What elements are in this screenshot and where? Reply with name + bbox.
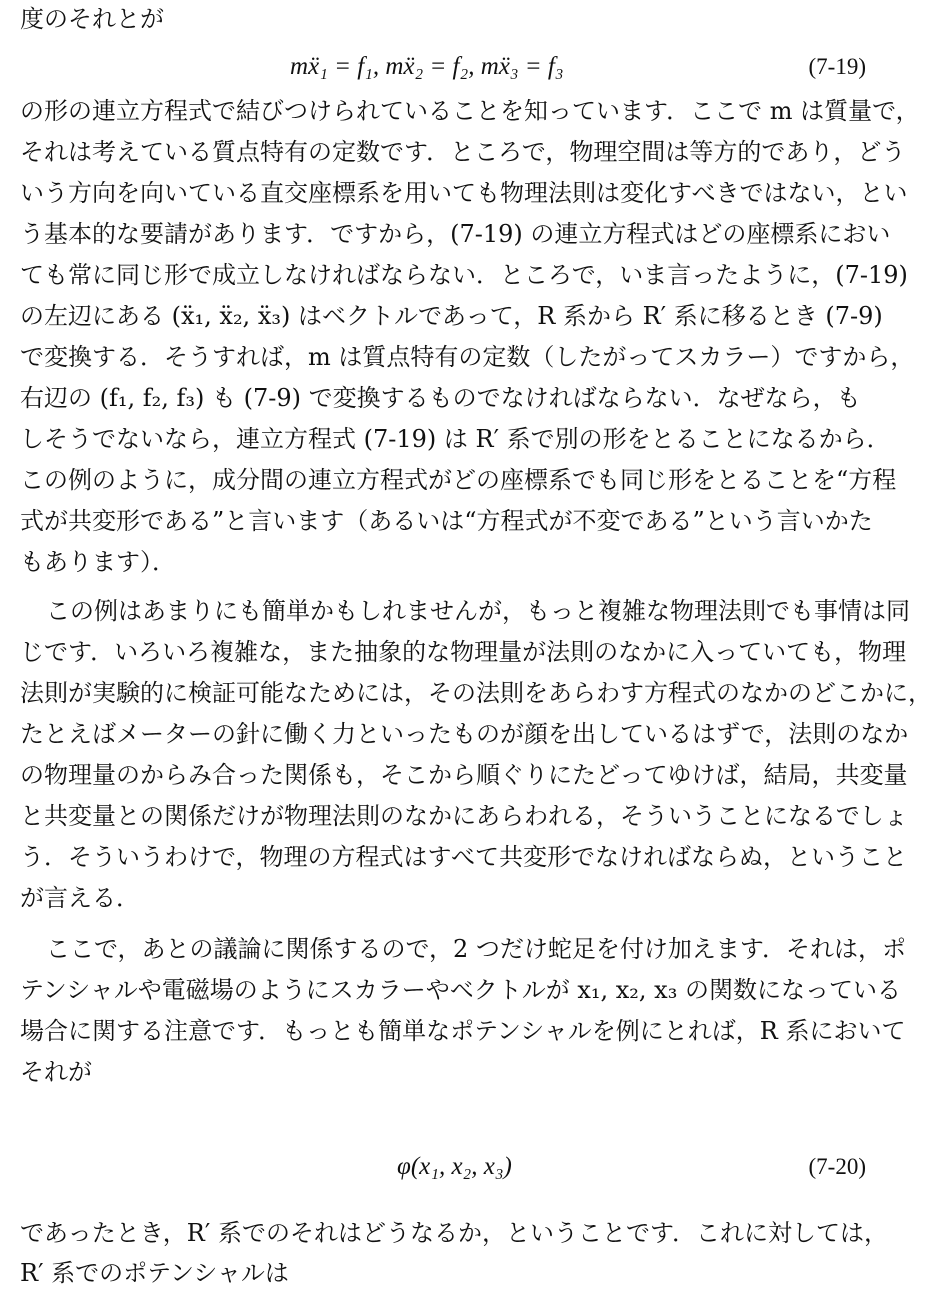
text-line: ても常に同じ形で成立しなければならない．ところで，いま言ったように，(7-19) (20, 261, 908, 289)
text-line: 法則が実験的に検証可能なためには，その法則をあらわす方程式のなかのどこかに， (20, 679, 932, 707)
equation-number: (7-20) (808, 1154, 866, 1179)
text-line: テンシャルや電磁場のようにスカラーやベクトルが x₁, x₂, x₃ の関数になっている (20, 976, 901, 1004)
text-line: の物理量のからみ合った関係も，そこから順ぐりにたどってゆけば，結局，共変量 (20, 761, 908, 789)
text-line: う．そういうわけで，物理の方程式はすべて共変形でなければならぬ，ということ (20, 843, 908, 871)
text-line: ここで，あとの議論に関係するので，2 つだけ蛇足を付け加えます．それは，ポ (46, 935, 907, 963)
text-line: もあります）． (20, 548, 176, 576)
text-line: の左辺にある (ẍ₁, ẍ₂, ẍ₃) はベクトルであって，R 系から R′ 系に移るとき (7-9) (20, 302, 883, 330)
equation-formula: φ(x₁, x₂, x₃) (397, 1153, 512, 1180)
text-line: 式が共変形である”と言います（あるいは“方程式が不変である”という言いかた (20, 507, 873, 535)
text-line: しそうでないなら，連立方程式 (7-19) は R′ 系で別の形をとることになるから． (20, 425, 891, 453)
text-line: 度のそれとが (20, 5, 164, 33)
text-line: であったとき，R′ 系でのそれはどうなるか，ということです．これに対しては， (20, 1219, 889, 1247)
text-line: それが (20, 1058, 92, 1086)
text-line: う基本的な要請があります．ですから，(7-19) の連立方程式はどの座標系におい (20, 220, 891, 248)
text-line: この例のように，成分間の連立方程式がどの座標系でも同じ形をとることを“方程 (20, 466, 897, 494)
text-line: 右辺の (f₁, f₂, f₃) も (7-9) で変換するものでなければならない．なぜなら，も (20, 384, 861, 412)
text-line: が言える． (20, 884, 140, 912)
text-line: で変換する．そうすれば，m は質点特有の定数（したがってスカラー）ですから， (20, 343, 915, 371)
text-line: いう方向を向いている直交座標系を用いても物理法則は変化すべきではない，とい (20, 179, 908, 207)
text-line: じです．いろいろ複雑な，また抽象的な物理量が法則のなかに入っていても，物理 (20, 638, 907, 666)
text-line: 場合に関する注意です．もっとも簡単なポテンシャルを例にとれば，R 系において (20, 1017, 906, 1045)
text-line: の形の連立方程式で結びつけられていることを知っています．ここで m は質量で， (20, 97, 920, 125)
text-line: と共変量との関係だけが物理法則のなかにあらわれる，そういうことになるでしょ (20, 802, 908, 830)
text-line: たとえばメーターの針に働く力といったものが顔を出しているはずで，法則のなか (20, 720, 909, 748)
equation-formula: mẍ₁ = f₁, mẍ₂ = f₂, mẍ₃ = f₃ (290, 53, 564, 80)
equation-number: (7-19) (808, 54, 866, 79)
text-line: この例はあまりにも簡単かもしれませんが，もっと複雑な物理法則でも事情は同 (46, 597, 910, 625)
text-line: R′ 系でのポテンシャルは (20, 1259, 289, 1287)
text-line: それは考えている質点特有の定数です．ところで，物理空間は等方的であり，どう (20, 138, 906, 166)
